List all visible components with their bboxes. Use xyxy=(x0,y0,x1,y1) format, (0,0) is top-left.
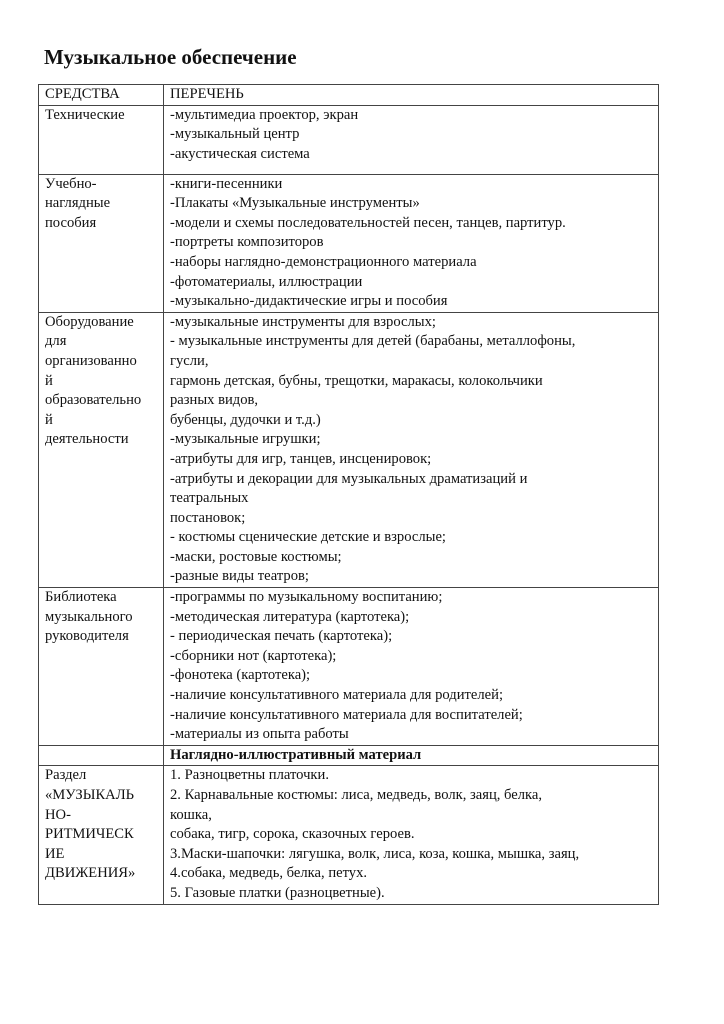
list-item: -фотоматериалы, иллюстрации xyxy=(170,273,363,290)
means-text-line: Библиотека xyxy=(45,589,117,606)
list-item: -материалы из опыта работы xyxy=(170,726,349,743)
list-cell xyxy=(164,766,659,904)
equipment-table xyxy=(38,84,659,905)
header-col-means xyxy=(39,85,164,106)
means-cell xyxy=(39,588,164,746)
means-text-line: Оборудование xyxy=(45,313,134,330)
means-text-line: й xyxy=(45,372,53,389)
means-cell xyxy=(39,745,164,766)
list-item: 5. Газовые платки (разноцветные). xyxy=(170,884,385,901)
means-text-line: наглядные xyxy=(45,195,111,212)
means-cell xyxy=(39,174,164,312)
table-body xyxy=(39,85,659,905)
means-text-line: НО- xyxy=(45,806,71,823)
means-text-line: «МУЗЫКАЛЬ xyxy=(45,787,135,803)
list-item: -Плакаты «Музыкальные инструменты» xyxy=(170,195,420,212)
list-item: 2. Карнавальные костюмы: лиса, медведь, волк, заяц, белка, xyxy=(170,787,543,803)
list-item: бубенцы, дудочки и т.д.) xyxy=(170,411,321,428)
means-text-line: Раздел xyxy=(45,767,87,784)
section-heading: Наглядно-иллюстративный материал xyxy=(170,746,422,763)
table-header-row xyxy=(39,85,659,106)
list-item: -книги-песенники xyxy=(170,175,283,192)
table-row xyxy=(39,745,659,766)
table-row xyxy=(39,105,659,174)
list-item: собака, тигр, сорока, сказочных героев. xyxy=(170,826,415,843)
list-item: -мультимедиа проектор, экран xyxy=(170,106,359,123)
list-item: -атрибуты и декорации для музыкальных драматизаций и xyxy=(170,470,528,487)
means-text-line: Учебно- xyxy=(45,175,97,192)
means-text-line: ДВИЖЕНИЯ» xyxy=(45,865,136,882)
list-item: -маски, ростовые костюмы; xyxy=(170,548,342,565)
list-item: постановок; xyxy=(170,509,246,526)
list-item: -методическая литература (картотека); xyxy=(170,608,410,625)
list-item: -музыкальный центр xyxy=(170,126,300,143)
list-item: - музыкальные инструменты для детей (барабаны, металлофоны, xyxy=(170,333,576,350)
list-item: -атрибуты для игр, танцев, инсценировок; xyxy=(170,450,432,467)
means-text-line: РИТМИЧЕСК xyxy=(45,826,134,843)
means-text-line: организованно xyxy=(45,352,137,369)
means-text-line: Технические xyxy=(45,106,125,123)
table-row xyxy=(39,588,659,746)
page-title: Музыкальное обеспечение xyxy=(44,45,297,69)
list-item: -модели и схемы последовательностей песен, танцев, партитур. xyxy=(170,214,566,231)
list-item: -музыкально-дидактические игры и пособия xyxy=(170,293,448,310)
means-cell xyxy=(39,312,164,587)
means-text-line: образовательно xyxy=(45,392,142,409)
means-cell xyxy=(39,105,164,174)
list-item: разных видов, xyxy=(170,392,259,409)
list-cell xyxy=(164,174,659,312)
list-item: -портреты композиторов xyxy=(170,234,324,251)
list-item: -наличие консультативного материала для воспитателей; xyxy=(170,706,523,723)
list-item: - костюмы сценические детские и взрослые; xyxy=(170,529,446,546)
list-item: - периодическая печать (картотека); xyxy=(170,628,393,645)
list-item: кошка, xyxy=(170,806,212,823)
list-cell xyxy=(164,105,659,174)
means-text-line: пособия xyxy=(45,214,97,231)
means-text-line: ИЕ xyxy=(45,845,65,862)
list-item: -сборники нот (картотека); xyxy=(170,647,337,664)
list-item: -наборы наглядно-демонстрационного материала xyxy=(170,253,477,270)
list-item: 4.собака, медведь, белка, петух. xyxy=(170,865,368,882)
header-col-means-label: СРЕДСТВА xyxy=(45,86,120,102)
list-item: гусли, xyxy=(170,352,209,369)
list-item: -акустическая система xyxy=(170,145,310,162)
list-item: -наличие консультативного материала для родителей; xyxy=(170,687,503,704)
header-col-list-label: ПЕРЕЧЕНЬ xyxy=(170,86,244,102)
list-cell xyxy=(164,312,659,587)
means-text-line: для xyxy=(45,333,67,350)
list-item: -музыкальные игрушки; xyxy=(170,431,321,448)
means-text-line: музыкального xyxy=(45,608,133,625)
list-item: 1. Разноцветны платочки. xyxy=(170,767,329,784)
list-item: гармонь детская, бубны, трещотки, маракасы, колокольчики xyxy=(170,372,543,389)
means-text-line: руководителя xyxy=(45,628,129,645)
table-row xyxy=(39,312,659,587)
means-cell xyxy=(39,766,164,904)
list-item: -программы по музыкальному воспитанию; xyxy=(170,589,443,606)
list-item: театральных xyxy=(170,490,249,507)
list-item: -разные виды театров; xyxy=(170,568,309,585)
list-item: -музыкальные инструменты для взрослых; xyxy=(170,313,436,330)
means-text-line: й xyxy=(45,411,53,428)
list-item: -фонотека (картотека); xyxy=(170,667,311,684)
list-cell xyxy=(164,588,659,746)
table-row xyxy=(39,766,659,904)
means-text-line: деятельности xyxy=(45,431,129,448)
header-col-list xyxy=(164,85,659,106)
section-heading-cell xyxy=(164,745,659,766)
table-row xyxy=(39,174,659,312)
list-item: 3.Маски-шапочки: лягушка, волк, лиса, коза, кошка, мышка, заяц, xyxy=(170,845,580,862)
